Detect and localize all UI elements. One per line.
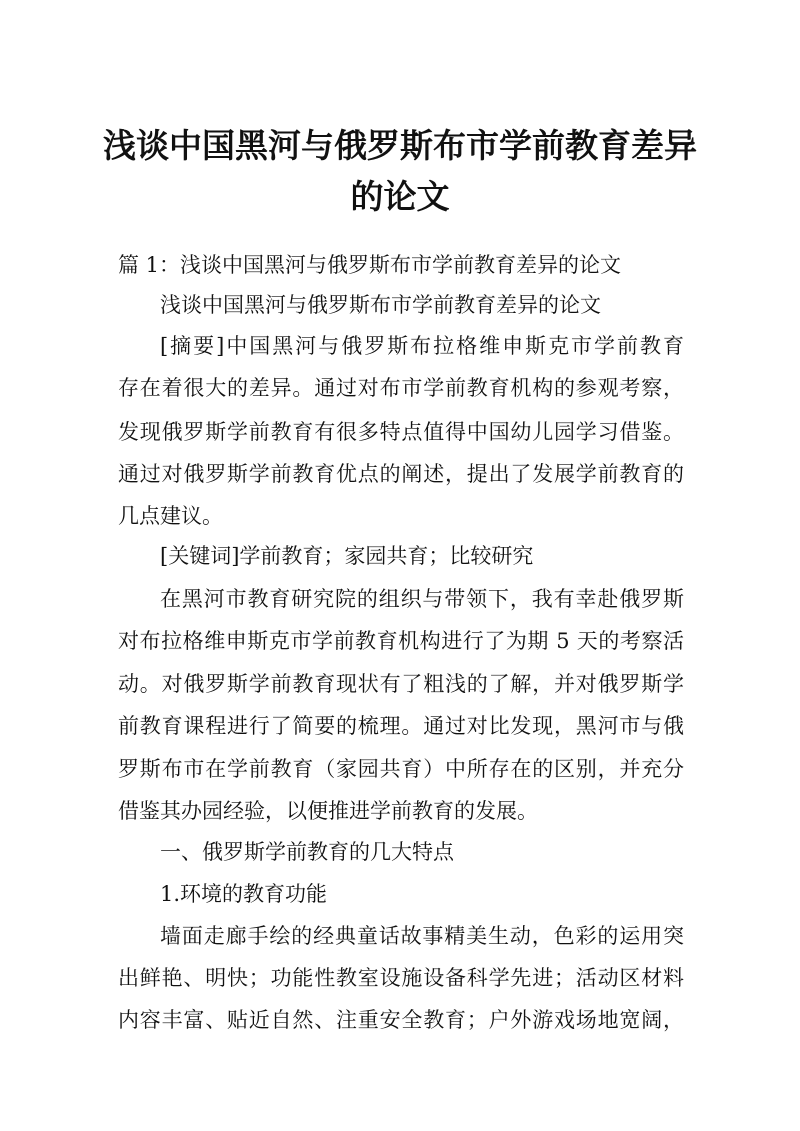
paper-subtitle: 浅谈中国黑河与俄罗斯布市学前教育差异的论文 xyxy=(160,293,601,317)
body-line: 出鲜艳、明快；功能性教室设施设备科学先进；活动区材料 xyxy=(118,966,684,990)
abstract-line: 几点建议。 xyxy=(118,504,223,528)
intro-line: 罗斯布市在学前教育（家园共育）中所存在的区别，并充分 xyxy=(118,757,684,781)
intro-line: 在黑河市教育研究院的组织与带领下，我有幸赴俄罗斯 xyxy=(160,587,684,611)
chapter-heading: 篇 1：浅谈中国黑河与俄罗斯布市学前教育差异的论文 xyxy=(118,253,622,277)
abstract-line: 存在着很大的差异。通过对布市学前教育机构的参观考察， xyxy=(118,376,684,400)
subsection-heading: 1.环境的教育功能 xyxy=(160,882,328,906)
body-line: 内容丰富、贴近自然、注重安全教育；户外游戏场地宽阔， xyxy=(118,1008,684,1032)
keywords-line: [关键词]学前教育；家园共育；比较研究 xyxy=(160,544,534,568)
abstract-line: 发现俄罗斯学前教育有很多特点值得中国幼儿园学习借鉴。 xyxy=(118,420,684,444)
document-title-line-2: 的论文 xyxy=(350,177,450,216)
document-title-line-1: 浅谈中国黑河与俄罗斯布市学前教育差异 xyxy=(103,126,697,165)
body-line: 墙面走廊手绘的经典童话故事精美生动，色彩的运用突 xyxy=(160,924,684,948)
section-heading: 一、俄罗斯学前教育的几大特点 xyxy=(160,840,454,864)
intro-line: 对布拉格维申斯克市学前教育机构进行了为期 5 天的考察活 xyxy=(118,629,684,653)
intro-line: 借鉴其办园经验，以便推进学前教育的发展。 xyxy=(118,799,538,823)
intro-line: 动。对俄罗斯学前教育现状有了粗浅的了解，并对俄罗斯学 xyxy=(118,672,684,696)
abstract-line: 通过对俄罗斯学前教育优点的阐述，提出了发展学前教育的 xyxy=(118,462,684,486)
abstract-line: [摘要]中国黑河与俄罗斯布拉格维申斯克市学前教育 xyxy=(160,334,684,358)
intro-line: 前教育课程进行了简要的梳理。通过对比发现，黑河市与俄 xyxy=(118,714,684,738)
